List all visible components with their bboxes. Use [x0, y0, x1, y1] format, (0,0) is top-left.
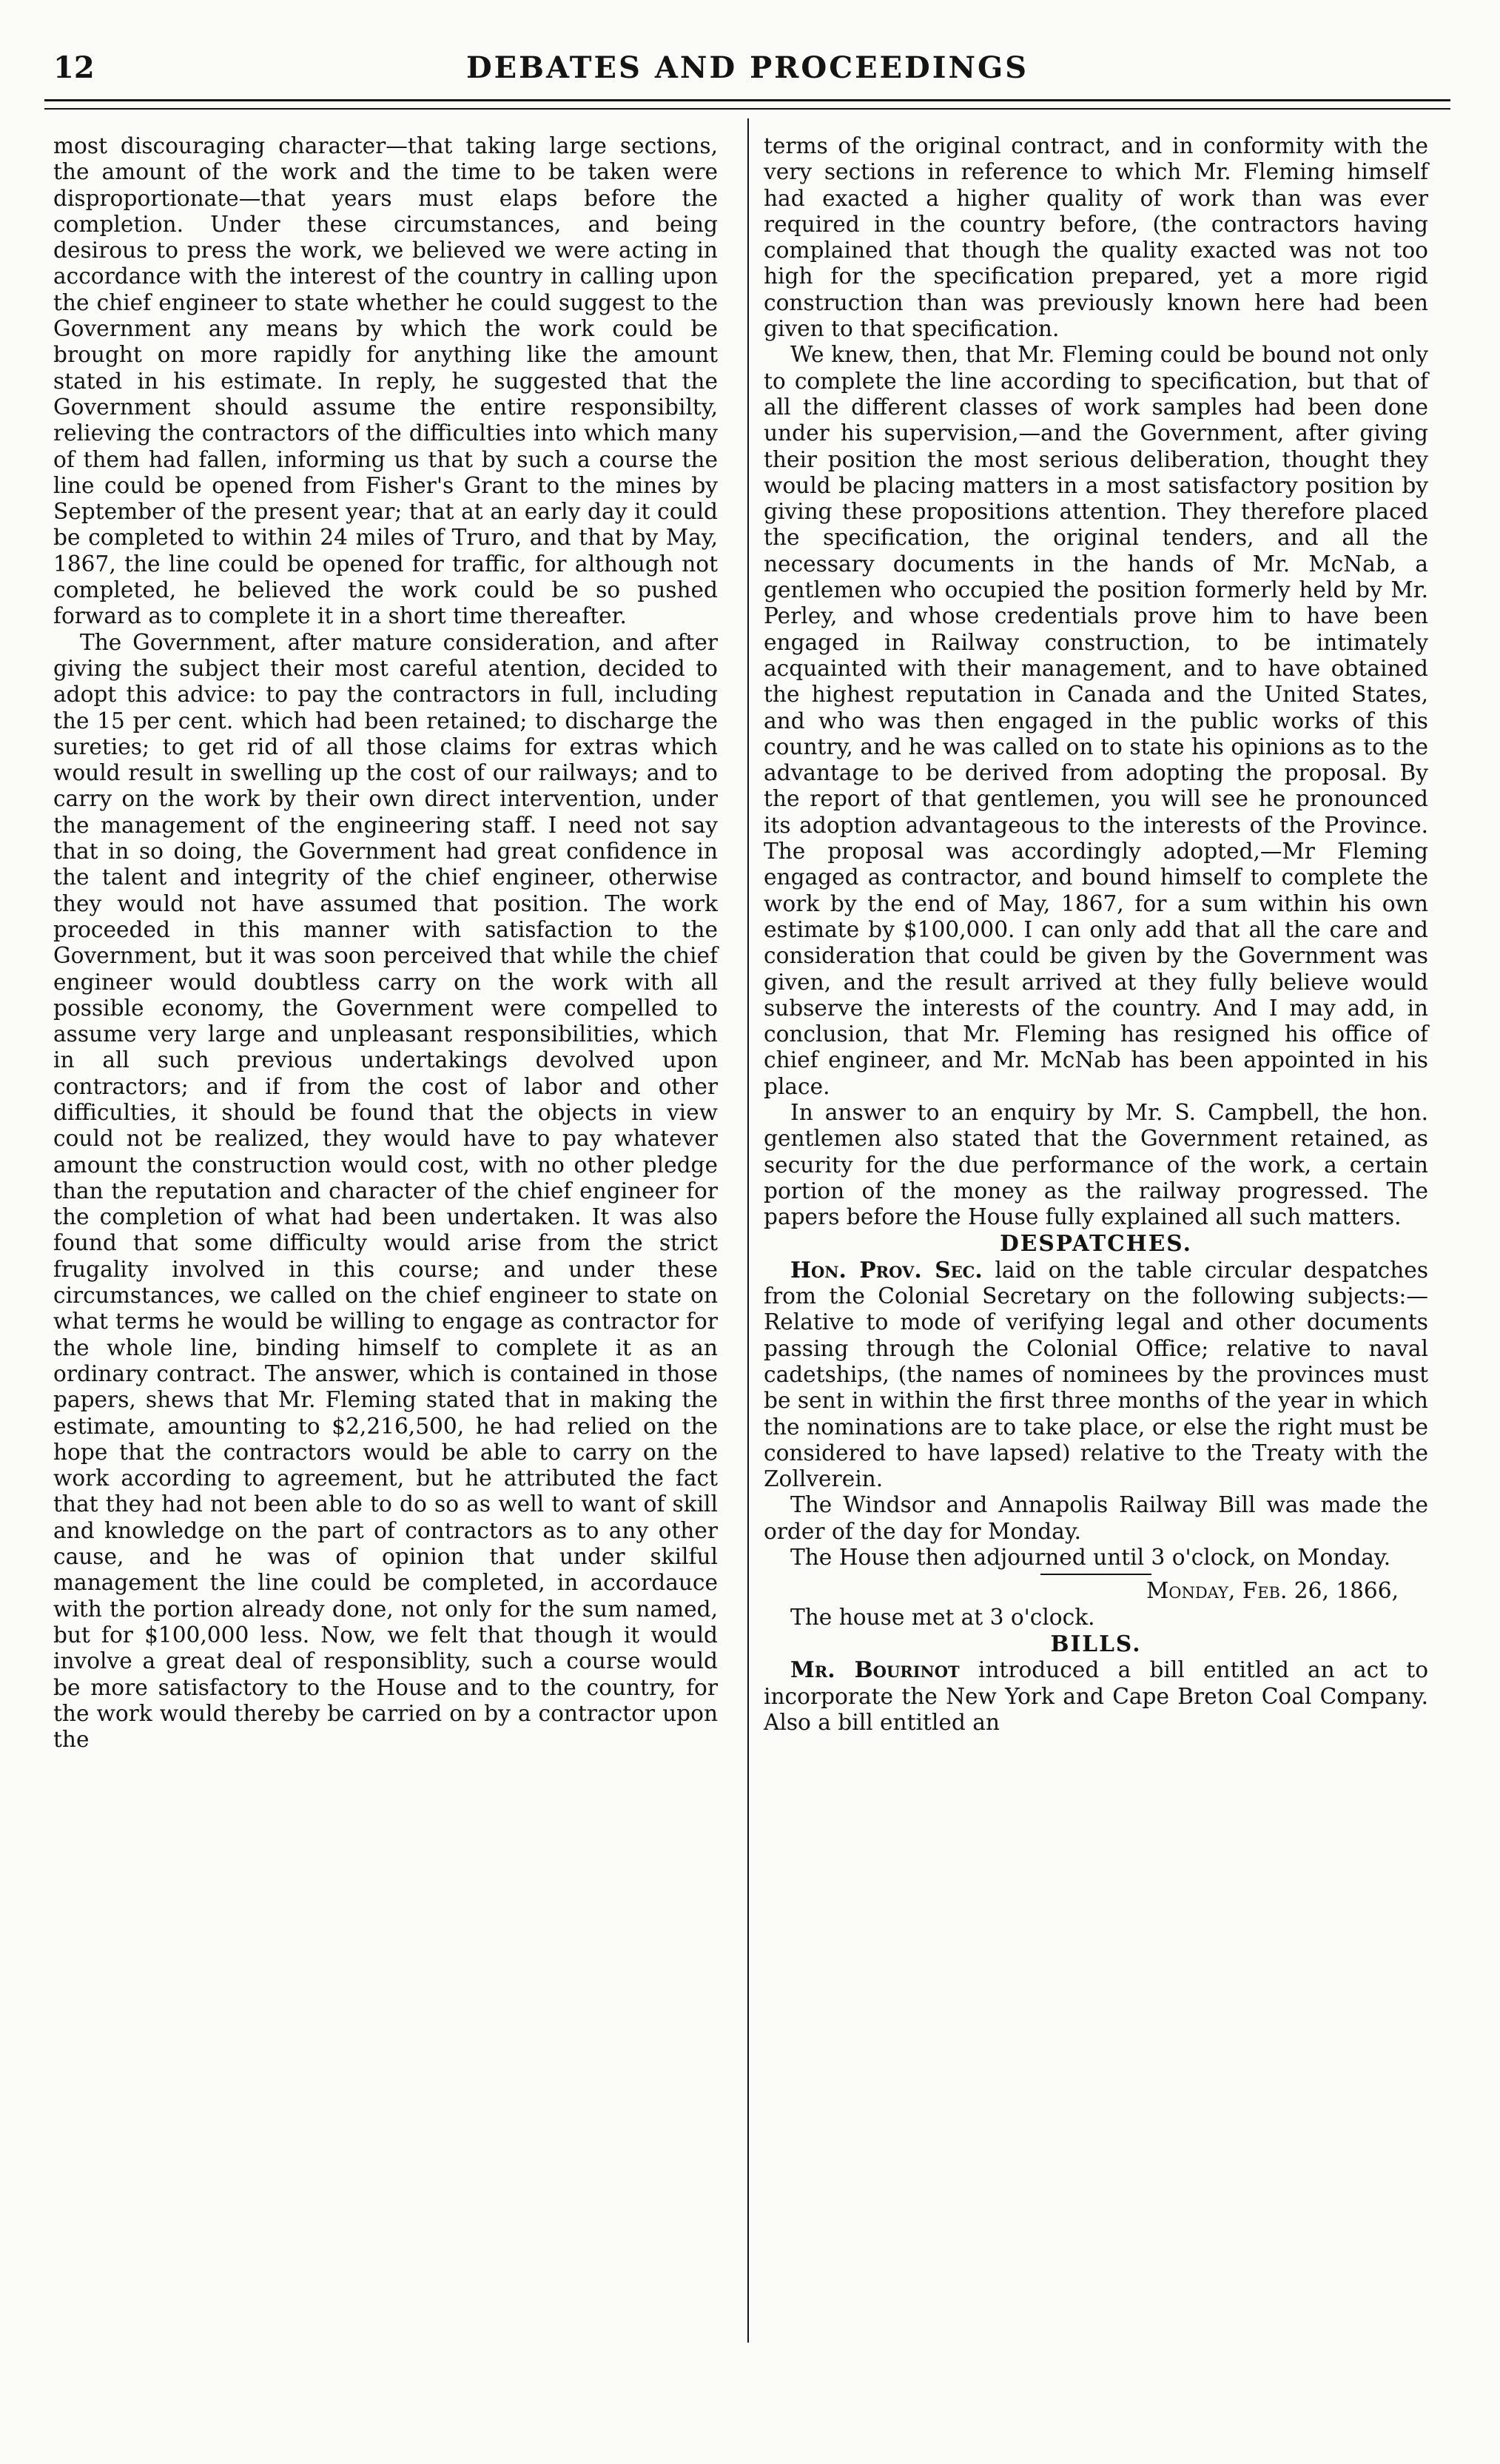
left-column	[53, 133, 718, 1753]
speaker-name: Hon. Prov. Sec.	[790, 1256, 983, 1283]
paragraph: The Windsor and Annapolis Railway Bill was made the order of the day for Monday.	[764, 1492, 1428, 1544]
page-header	[44, 50, 1450, 95]
paragraph: The House then adjourned until 3 o'clock, on Monday.	[790, 1545, 1391, 1571]
header-rule	[44, 99, 1450, 101]
paragraph	[764, 1656, 1428, 1736]
paragraph: The house met at 3 o'clock.	[790, 1604, 1095, 1630]
sitting-date: Monday, Feb. 26, 1866,	[1146, 1578, 1399, 1604]
paragraph: terms of the original contract, and in conformity with the very sections in reference to which Mr. Fleming himself had exacted a higher quality of work than was ever required in the country before, (the contractors having complained that though the quality exacted was not too high for the specification prepared, yet a more rigid construction than was previously known here had been given to that specification.	[764, 133, 1428, 342]
section-heading-despatches: DESPATCHES.	[1000, 1230, 1192, 1257]
right-column	[764, 133, 1428, 1736]
paragraph-text: introduced a bill entitled an act to incorporate the New York and Cape Breton Coal Company. Also a bill entitled an	[764, 1657, 1429, 1735]
paragraph: most discouraging character—that taking large sections, the amount of the work and the time to be taken were disproportionate—that years must elaps before the completion. Under these circumstances, and being desirous to press the work, we believed we were acting in accordance with the interest of the country in calling upon the chief engineer to state whether he could suggest to the Government any means by which the work could be brought on more rapidly for anything like the amount stated in his estimate. In reply, he suggested that the Government should assume the entire responsibilty, relieving the contractors of the difficulties into which many of them had fallen, informing us that by such a course the line could be opened from Fisher's Grant to the mines by September of the present year; that at an early day it could be completed to within 24 miles of Truro, and that by May, 1867, the line could be opened for traffic, for although not completed, he believed the work could be so pushed forward as to complete it in a short time thereafter.	[53, 133, 718, 629]
running-title: DEBATES AND PROCEEDINGS	[465, 50, 1029, 85]
section-heading-bills: BILLS.	[1050, 1630, 1142, 1656]
paragraph-text: laid on the table circular despatches from the Colonial Secretary on the following subjects:—Relative to mode of verifying legal and other documents passing through the Colonial Office; relative to naval cadetships, (the names of nominees by the provinces must be sent in within the first three months of the year in which the nominations are to take place, or else the right must be considered to have lapsed) relative to the Treaty with the Zollverein.	[764, 1257, 1429, 1492]
page-number: 12	[53, 50, 95, 85]
speaker-name: Mr. Bourinot	[790, 1656, 960, 1683]
paragraph	[764, 1257, 1428, 1493]
column-divider	[747, 118, 749, 2343]
paragraph: The Government, after mature consideration, and after giving the subject their most careful atention, decided to adopt this advice: to pay the contractors in full, including the 15 per cent. which had been retained; to discharge the sureties; to get rid of all those claims for extras which would result in swelling up the cost of our railways; and to carry on the work by their own direct intervention, under the management of the engineering staff. I need not say that in so doing, the Government had great confidence in the talent and integrity of the chief engineer, otherwise they would not have assumed that position. The work proceeded in this manner with satisfaction to the Government, but it was soon perceived that while the chief engineer would doubtless carry on the work with all possible economy, the Government were compelled to assume very large and unpleasant responsibilities, which in all such previous undertakings devolved upon contractors; and if from the cost of labor and other difficulties, it should be found that the objects in view could not be realized, they would have to pay whatever amount the construction would cost, with no other pledge than the reputation and character of the chief engineer for the completion of what had been undertaken. It was also found that some difficulty would arise from the strict frugality involved in this course; and under these circumstances, we called on the chief engineer to state on what terms he would be willing to engage as contractor for the whole line, binding himself to complete it as an ordinary contract. The answer, which is contained in those papers, shews that Mr. Fleming stated that in making the estimate, amounting to $2,216,500, he had relied on the hope that the contractors would be able to carry on the work according to agreement, but he attributed the fact that they had not been able to do so as well to want of skill and knowledge on the part of contractors as to any other cause, and he was of opinion that under skilful management the line could be completed, in accordauce with the portion already done, not only for the sum named, but for $100,000 less. Now, we felt that though it would involve a great deal of responsiblity, such a course would be more satisfactory to the House and to the country, for the work would thereby be carried on by a contractor upon the	[53, 629, 718, 1753]
paragraph: In answer to an enquiry by Mr. S. Campbell, the hon. gentlemen also stated that the Government retained, as security for the due performance of the work, a certain portion of the money as the railway progressed. The papers before the House fully explained all such matters.	[764, 1099, 1428, 1230]
section-rule	[1040, 1574, 1151, 1575]
paragraph: We knew, then, that Mr. Fleming could be bound not only to complete the line according to specification, but that of all the different classes of work samples had been done under his supervision,—and the Government, after giving their position the most serious deliberation, thought they would be placing matters in a most satisfactory position by giving these propositions attention. They therefore placed the specification, the original tenders, and all the necessary documents in the hands of Mr. McNab, a gentlemen who occupied the position formerly held by Mr. Perley, and whose credentials prove him to have been engaged in Railway construction, to be intimately acquainted with their management, and to have obtained the highest reputation in Canada and the United States, and who was then engaged in the public works of this country, and he was called on to state his opinions as to the advantage to be derived from adopting the proposal. By the report of that gentlemen, you will see he pronounced its adoption advantageous to the interests of the Province. The proposal was accordingly adopted,—Mr Fleming engaged as contractor, and bound himself to complete the work by the end of May, 1867, for a sum within his own estimate by $100,000. I can only add that all the care and consideration that could be given by the Government was given, and the result arrived at they fully believe would subserve the interests of the country. And I may add, in conclusion, that Mr. Fleming has resigned his office of chief engineer, and Mr. McNab has been appointed in his place.	[764, 342, 1428, 1099]
header-rule-thin	[44, 108, 1450, 110]
